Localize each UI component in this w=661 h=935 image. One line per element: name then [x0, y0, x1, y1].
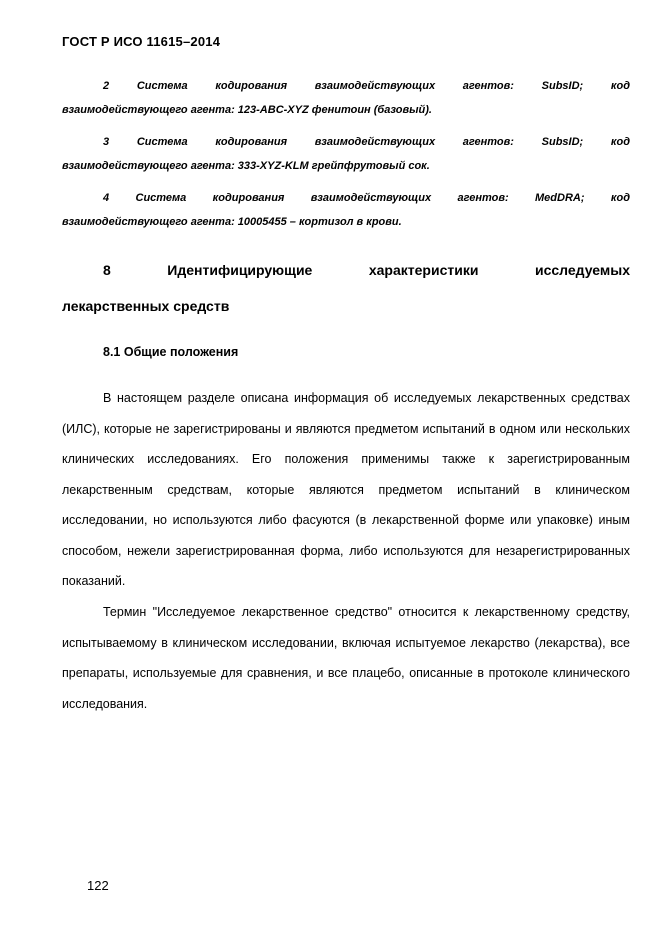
document-header: ГОСТ Р ИСО 11615–2014 [62, 34, 221, 49]
note-line: 3 Система кодирования взаимодействующих агентов: SubsID; код [103, 136, 630, 148]
note-line: взаимодействующего агента: 123-ABC-XYZ фенитоин (базовый). [62, 104, 432, 116]
note-2 [62, 80, 630, 116]
subsection-title: 8.1 Общие положения [103, 345, 239, 359]
note-line: 4 Система кодирования взаимодействующих агентов: MedDRA; код [103, 192, 630, 204]
section-title-line: 8 Идентифицирующие характеристики исследуемых [103, 262, 630, 278]
body-paragraph: В настоящем разделе описана информация об исследуемых лекарственных средствах (ИЛС), которые не зарегистрированы и являются предметом испытаний в одном или нескольких клинических исследованиях. Его положения применимы также к зарегистрированным лекарственным средствам, которые являются предметом испытаний в клиническом исследовании, но используются либо фасуются (в лекарственной форме или упаковке) иным способом, нежели зарегистрированная форма, либо используются для незарегистрированных показаний. [62, 391, 630, 588]
note-line: взаимодействующего агента: 10005455 – кортизол в крови. [62, 216, 402, 228]
note-line: взаимодействующего агента: 333-XYZ-KLM грейпфрутовый сок. [62, 160, 430, 172]
section-title [62, 262, 630, 314]
note-4 [62, 192, 630, 228]
page-number: 122 [87, 878, 109, 893]
note-line: 2 Система кодирования взаимодействующих агентов: SubsID; код [103, 80, 630, 92]
body-paragraph: Термин "Исследуемое лекарственное средство" относится к лекарственному средству, испытываемому в клиническом исследовании, включая испытуемое лекарство (лекарства), все препараты, используемые для сравнения, и все плацебо, описанные в протоколе клинического исследования. [62, 605, 630, 711]
note-3 [62, 136, 630, 172]
section-title-line: лекарственных средств [62, 298, 230, 314]
